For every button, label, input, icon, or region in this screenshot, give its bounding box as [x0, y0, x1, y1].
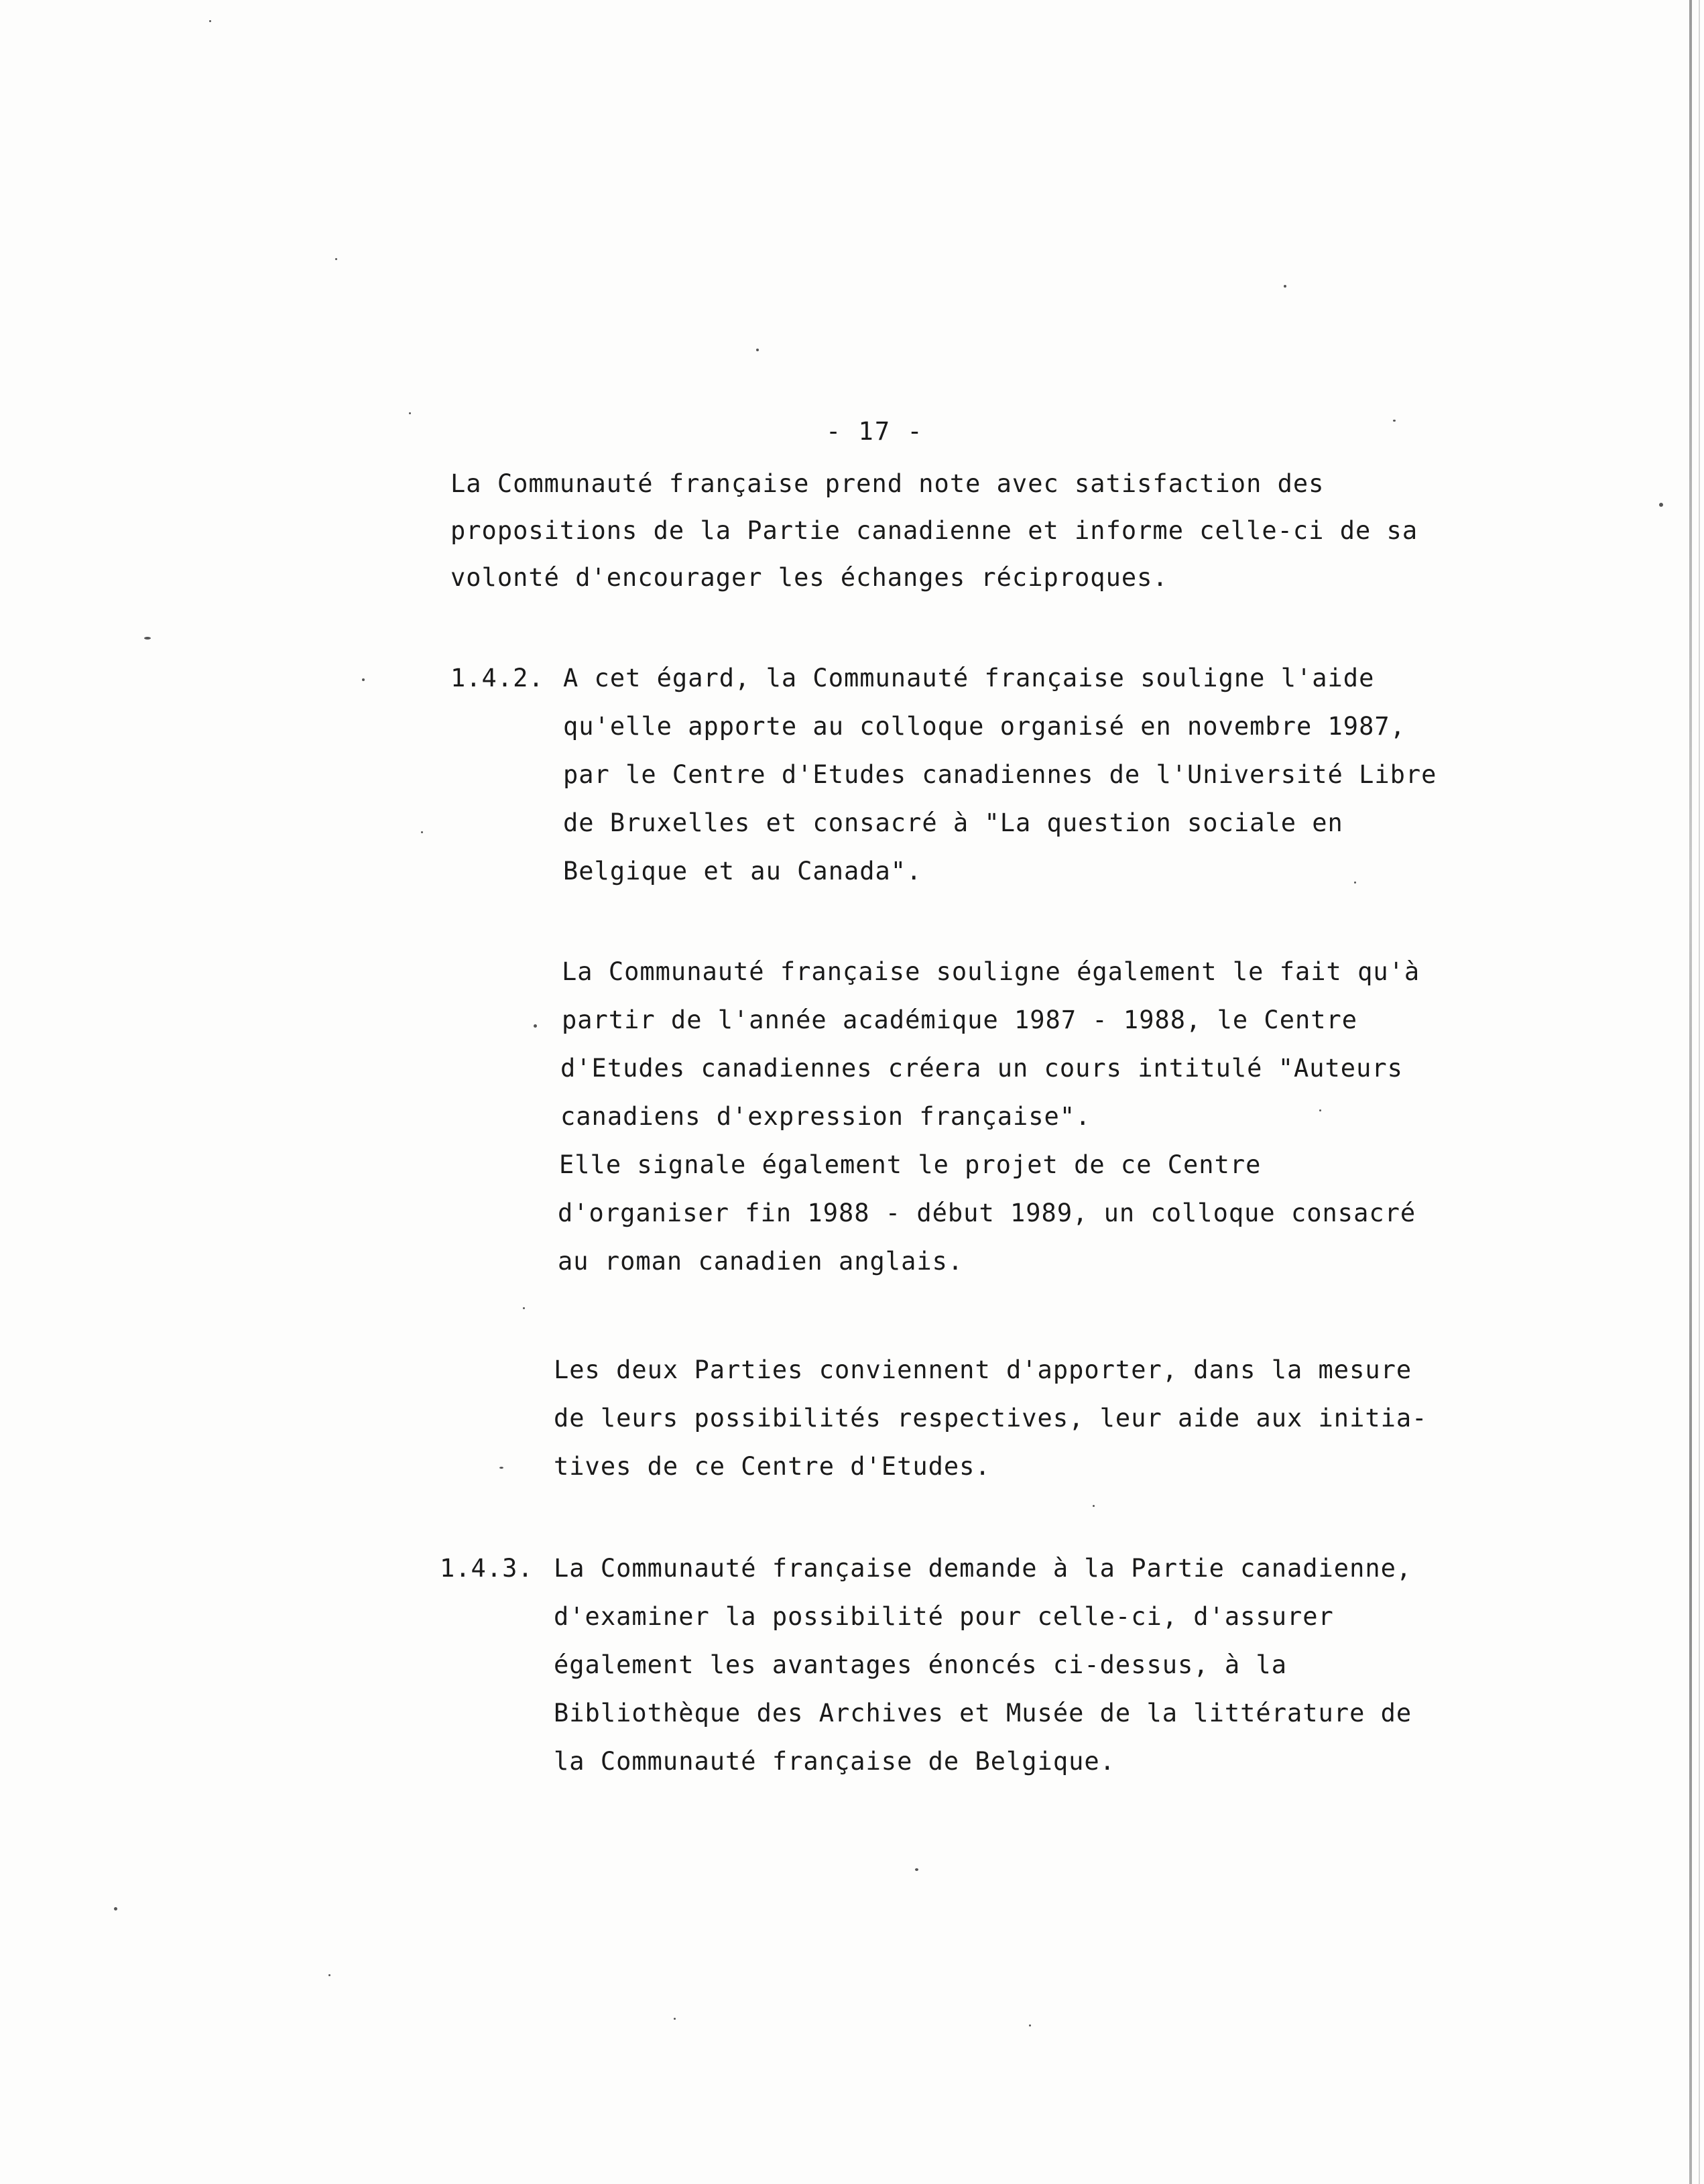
scan-speck: [674, 2018, 676, 2020]
paragraph-line: volonté d'encourager les échanges réciproques.: [450, 563, 1168, 592]
scan-speck: [362, 678, 365, 681]
scan-edge-line-secondary: [1699, 0, 1700, 2184]
paragraph-line: d'organiser fin 1988 - début 1989, un colloque consacré: [558, 1199, 1416, 1227]
paragraph-line: A cet égard, la Communauté française souligne l'aide: [563, 664, 1375, 692]
paragraph-line: d'Etudes canadiennes créera un cours intitulé "Auteurs: [560, 1054, 1403, 1083]
scan-speck: [1659, 503, 1663, 507]
paragraph-line: Bibliothèque des Archives et Musée de la littérature de: [554, 1699, 1412, 1727]
scan-speck: [523, 1307, 525, 1309]
paragraph-line: tives de ce Centre d'Etudes.: [554, 1452, 991, 1481]
section-number: 1.4.2.: [450, 664, 544, 692]
paragraph-line: Elle signale également le projet de ce Centre: [559, 1150, 1262, 1179]
scan-speck: [1319, 1109, 1321, 1111]
paragraph-line: de leurs possibilités respectives, leur aide aux initia-: [554, 1404, 1428, 1433]
paragraph-line: par le Centre d'Etudes canadiennes de l'Université Libre: [563, 760, 1437, 789]
scan-speck: [756, 349, 759, 351]
scan-edge-line: [1689, 0, 1692, 2184]
page-number: - 17 -: [826, 417, 924, 446]
paragraph-line: d'examiner la possibilité pour celle-ci, d'assurer: [554, 1602, 1334, 1631]
scan-speck: [915, 1868, 918, 1871]
scan-speck: [534, 1024, 537, 1028]
paragraph-line: partir de l'année académique 1987 - 1988, le Centre: [562, 1006, 1358, 1034]
paragraph-line: La Communauté française souligne également le fait qu'à: [562, 957, 1420, 986]
scan-speck: [409, 412, 411, 414]
paragraph-line: La Communauté française prend note avec satisfaction des: [450, 469, 1325, 498]
scan-speck: [421, 831, 423, 833]
paragraph-line: canadiens d'expression française".: [560, 1102, 1091, 1131]
scan-speck: [1093, 1505, 1095, 1507]
scan-speck: [335, 258, 337, 260]
section-number: 1.4.3.: [440, 1554, 534, 1583]
scan-speck: [1029, 2024, 1031, 2026]
scan-speck: [1393, 420, 1396, 422]
paragraph-line: Belgique et au Canada".: [563, 857, 922, 886]
scan-speck: [114, 1907, 117, 1910]
scan-speck: [499, 1467, 503, 1469]
scan-speck: [1354, 882, 1356, 884]
paragraph-line: La Communauté française demande à la Partie canadienne,: [554, 1554, 1412, 1583]
paragraph-line: la Communauté française de Belgique.: [554, 1747, 1115, 1776]
paragraph-line: propositions de la Partie canadienne et informe celle-ci de sa: [450, 516, 1418, 545]
paragraph-line: au roman canadien anglais.: [558, 1247, 964, 1276]
scan-speck: [209, 20, 211, 22]
paragraph-line: Les deux Parties conviennent d'apporter, dans la mesure: [554, 1355, 1412, 1384]
scan-speck: [144, 637, 151, 640]
scan-speck: [1284, 285, 1286, 288]
paragraph-line: également les avantages énoncés ci-dessus, à la: [554, 1650, 1287, 1679]
paragraph-line: de Bruxelles et consacré à "La question sociale en: [563, 808, 1343, 837]
scan-speck: [328, 1974, 330, 1976]
paragraph-line: qu'elle apporte au colloque organisé en novembre 1987,: [563, 712, 1406, 741]
